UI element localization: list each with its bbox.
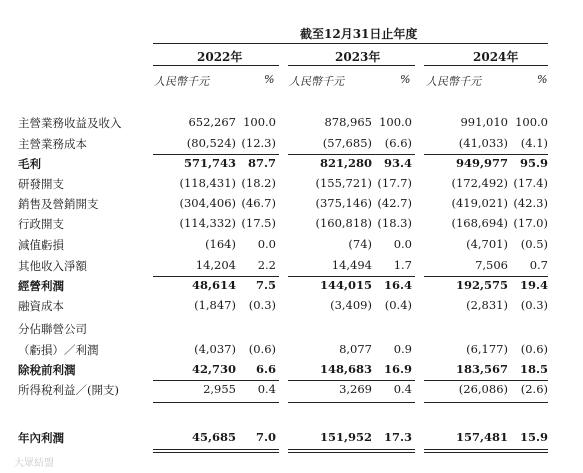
row-value: (0.6)	[520, 342, 548, 356]
subtotal-rule	[424, 276, 548, 277]
row-value: (4.1)	[520, 136, 548, 150]
row-value: 14,494	[331, 258, 372, 272]
subtotal-rule	[288, 380, 415, 381]
row-value: (80,524)	[186, 136, 236, 150]
total-value: 15.9	[519, 430, 548, 444]
row-value: (46.7)	[241, 196, 276, 210]
row-value: 1.7	[393, 258, 412, 272]
row-value: 949,977	[455, 156, 508, 170]
row-value: 183,567	[455, 362, 508, 376]
row-value: (304,406)	[179, 196, 236, 210]
unit-rmb-2024: 人民幣千元	[426, 75, 481, 88]
unit-pct-2022: %	[264, 73, 275, 86]
row-value: (168,694)	[451, 216, 508, 230]
row-value: 2.2	[257, 258, 276, 272]
unit-rmb-2022: 人民幣千元	[154, 75, 209, 88]
row-value: (2.6)	[520, 382, 548, 396]
unit-pct-2023: %	[400, 73, 411, 86]
year-rule-2024	[424, 65, 548, 66]
subtotal-rule	[424, 154, 548, 155]
pre-total-rule	[424, 402, 548, 403]
period-rule	[153, 43, 548, 44]
row-value: (17.4)	[513, 176, 548, 190]
year-rule-2023	[288, 65, 415, 66]
row-value: 192,575	[455, 278, 508, 292]
row-value: 19.4	[519, 278, 548, 292]
row-value: (114,332)	[179, 216, 236, 230]
row-value: (0.3)	[248, 298, 276, 312]
total-double-rule	[424, 452, 548, 453]
total-double-rule	[153, 452, 279, 453]
watermark-logo: 大眾結盟	[14, 458, 54, 469]
row-label: 減值虧損	[18, 238, 64, 252]
row-value: (4,701)	[466, 237, 508, 251]
row-value: 87.7	[247, 156, 276, 170]
row-value: (0.4)	[384, 298, 412, 312]
pre-total-rule	[288, 402, 415, 403]
row-value: (17.0)	[513, 216, 548, 230]
row-value: 144,015	[319, 278, 372, 292]
row-label: （虧損）／利潤	[18, 343, 99, 357]
row-value: 95.9	[519, 156, 548, 170]
row-value: 18.5	[519, 362, 548, 376]
row-value: (6.6)	[384, 136, 412, 150]
row-value: 16.4	[383, 278, 412, 292]
total-double-rule	[288, 449, 415, 450]
row-value: (2,831)	[466, 298, 508, 312]
total-double-rule	[153, 449, 279, 450]
period-header: 截至12月31日止年度	[300, 27, 418, 41]
row-value: 0.0	[257, 237, 276, 251]
row-value: 878,965	[324, 115, 372, 129]
year-2023: 2023年	[335, 50, 381, 64]
total-label: 年內利潤	[18, 431, 64, 445]
row-value: 148,683	[319, 362, 372, 376]
row-label: 其他收入淨額	[18, 259, 87, 273]
row-value: (26,086)	[458, 382, 508, 396]
year-2022: 2022年	[197, 50, 243, 64]
row-value: (12.3)	[241, 136, 276, 150]
row-value: 0.4	[393, 382, 412, 396]
row-value: 14,204	[195, 258, 236, 272]
row-value: (419,021)	[451, 196, 508, 210]
row-value: (4,037)	[194, 342, 236, 356]
row-label: 經營利潤	[18, 279, 64, 293]
row-value: 100.0	[243, 115, 276, 129]
row-value: (17.5)	[241, 216, 276, 230]
unit-pct-2024: %	[537, 73, 548, 86]
row-value: (0.3)	[520, 298, 548, 312]
row-value: 8,077	[339, 342, 372, 356]
row-value: (3,409)	[330, 298, 372, 312]
total-value: 7.0	[255, 430, 276, 444]
row-value: 93.4	[383, 156, 412, 170]
row-value: (18.3)	[377, 216, 412, 230]
subtotal-rule	[288, 154, 415, 155]
row-value: (57,685)	[322, 136, 372, 150]
row-value: (42.3)	[513, 196, 548, 210]
row-value: (172,492)	[451, 176, 508, 190]
row-value: (41,033)	[458, 136, 508, 150]
subtotal-rule	[153, 276, 279, 277]
year-2024: 2024年	[473, 50, 519, 64]
total-value: 45,685	[191, 430, 236, 444]
unit-rmb-2023: 人民幣千元	[289, 75, 344, 88]
row-value: 821,280	[319, 156, 372, 170]
row-value: (17.7)	[377, 176, 412, 190]
row-value: 7,506	[475, 258, 508, 272]
row-value: 3,269	[339, 382, 372, 396]
row-value: 0.4	[257, 382, 276, 396]
subtotal-rule	[424, 380, 548, 381]
row-value: (0.5)	[520, 237, 548, 251]
row-value: (118,431)	[179, 176, 236, 190]
row-label: 分佔聯營公司	[18, 322, 87, 336]
row-value: 16.9	[383, 362, 412, 376]
row-label: 行政開支	[18, 217, 64, 231]
row-value: (18.2)	[241, 176, 276, 190]
subtotal-rule	[153, 154, 279, 155]
row-value: (160,818)	[315, 216, 372, 230]
row-value: 7.5	[255, 278, 276, 292]
pre-total-rule	[153, 402, 279, 403]
total-double-rule	[424, 449, 548, 450]
row-label: 除稅前利潤	[18, 363, 76, 377]
row-label: 毛利	[18, 157, 41, 171]
total-double-rule	[288, 452, 415, 453]
subtotal-rule	[288, 276, 415, 277]
row-value: 2,955	[203, 382, 236, 396]
row-label: 所得稅利益／(開支)	[18, 383, 119, 397]
total-value: 157,481	[455, 430, 508, 444]
row-label: 主營業務成本	[18, 137, 87, 151]
row-label: 融資成本	[18, 299, 64, 313]
row-label: 主營業務收益及收入	[18, 116, 122, 130]
row-label: 銷售及營銷開支	[18, 197, 99, 211]
row-value: 42,730	[191, 362, 236, 376]
row-value: (0.6)	[248, 342, 276, 356]
row-value: (155,721)	[315, 176, 372, 190]
row-value: (6,177)	[466, 342, 508, 356]
row-value: 0.7	[529, 258, 548, 272]
row-value: 6.6	[255, 362, 276, 376]
row-value: 652,267	[188, 115, 236, 129]
row-label: 研發開支	[18, 177, 64, 191]
row-value: (42.7)	[377, 196, 412, 210]
row-value: 100.0	[379, 115, 412, 129]
row-value: 0.9	[393, 342, 412, 356]
row-value: (1,847)	[194, 298, 236, 312]
year-rule-2022	[153, 65, 279, 66]
row-value: (375,146)	[315, 196, 372, 210]
row-value: 571,743	[183, 156, 236, 170]
row-value: 48,614	[191, 278, 236, 292]
row-value: 100.0	[515, 115, 548, 129]
total-value: 17.3	[383, 430, 412, 444]
row-value: (74)	[348, 237, 372, 251]
row-value: (164)	[205, 237, 236, 251]
subtotal-rule	[153, 380, 279, 381]
total-value: 151,952	[319, 430, 372, 444]
row-value: 0.0	[393, 237, 412, 251]
row-value: 991,010	[460, 115, 508, 129]
